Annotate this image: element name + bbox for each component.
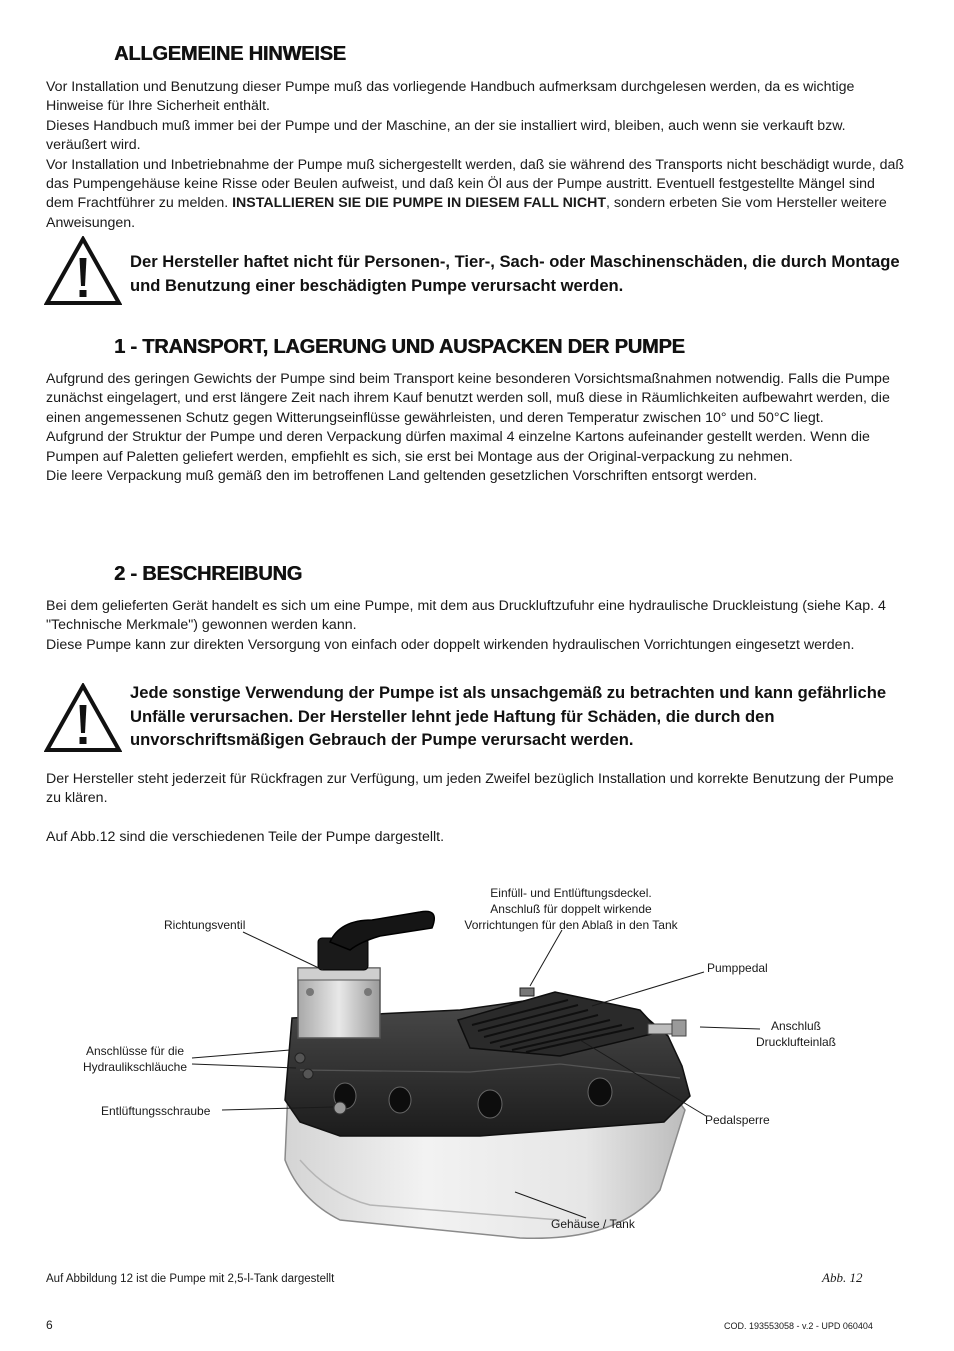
label-gehaeuse: Gehäuse / Tank — [551, 1217, 635, 1231]
label-deckel-line1: Einfüll- und Entlüftungsdeckel. — [490, 886, 652, 900]
description-after-warning — [46, 770, 906, 809]
general-p2: Dieses Handbuch muß immer bei der Pumpe und der Maschine, an der sie installiert wird, bleiben, auch wenn sie verkauft bzw. veräußert wird. — [46, 117, 846, 154]
general-warning: Der Hersteller haftet nicht für Personen-, Tier-, Sach- oder Maschinenschäden, die durch Montage und Benutzung einer beschädigten Pumpe verursacht werden. — [130, 252, 900, 295]
description-figure-ref — [46, 828, 906, 847]
transport-p2: Aufgrund der Struktur der Pumpe und deren Verpackung dürfen maximal 4 einzelne Kartons aufeinander gestellt werden. Wenn die Pumpen auf Paletten geliefert werden, empfiehlt es sich, sie erst bei Montage aus der Original-verpackung zu nehmen. — [46, 429, 870, 465]
label-richtungsventil: Richtungsventil — [164, 918, 246, 932]
label-anschluss — [752, 1018, 840, 1050]
description-p1: Bei dem gelieferten Gerät handelt es sich um eine Pumpe, mit dem aus Druckluftzufuhr eine hydraulische Druckleistung (siehe Kap. 4 "Technische Merkmale") gewonnen werden kann. — [46, 598, 886, 634]
label-hydraulik-line2: Hydraulikschläuche — [82, 1060, 188, 1074]
general-paragraphs — [46, 78, 906, 233]
label-hydraulik-line1: Anschlüsse für die — [85, 1044, 185, 1058]
air-inlet-fitting — [648, 1020, 686, 1036]
figure-caption-note: Auf Abbildung 12 ist die Pumpe mit 2,5-l-Tank dargestellt — [46, 1273, 335, 1285]
description-p2: Diese Pumpe kann zur direkten Versorgung von einfach oder doppelt wirkenden hydraulischen Vorrichtungen eingesetzt werden. — [46, 636, 855, 653]
transport-p1: Aufgrund des geringen Gewichts der Pumpe sind beim Transport keine besonderen Vorsichtsmaßnahmen notwendig. Falls die Pumpe zunächst eingelagert, und erst längere Zeit nach ihrem Kauf benutzt werden soll, muß diese in Räumlichkeiten aufbewahrt werden, die einen angemessenen Schutz gegen Witterungseinflüsse gewährleisten, und deren Temperatur zwischen 10° und 50°C liegt. — [46, 371, 890, 426]
description-warning: Jede sonstige Verwendung der Pumpe ist als unsachgemäß zu betrachten und kann gefährliche Unfälle verursachen. Der Hersteller lehnt jede Haftung für Schäden, die durch den unvorschriftsmäßigen Gebrauch der Pumpe verursacht werden. — [130, 683, 887, 749]
label-entlueftung: Entlüftungsschraube — [101, 1104, 211, 1118]
description-p3: Der Hersteller steht jederzeit für Rückfragen zur Verfügung, um jeden Zweifel bezüglich Installation und korrekte Benutzung der Pumpe zu klären. — [46, 771, 894, 807]
transport-paragraphs — [46, 370, 906, 486]
label-pedalsperre: Pedalsperre — [705, 1113, 770, 1127]
document-code: COD. 193553058 - v.2 - UPD 060404 — [724, 1321, 873, 1331]
label-deckel-line2: Anschluß für doppelt wirkende — [490, 902, 652, 916]
section-title-transport: 1 - TRANSPORT, LAGERUNG UND AUSPACKEN DER PUMPE — [114, 336, 685, 358]
page-number: 6 — [46, 1318, 53, 1332]
transport-p3: Die leere Verpackung muß gemäß den im betroffenen Land geltenden gesetzlichen Vorschriften entsorgt werden. — [46, 468, 758, 485]
label-anschluss-line2: Drucklufteinlaß — [755, 1035, 837, 1049]
general-p3-start: Vor Installation und Inbetriebnahme der Pumpe muß sichergestellt werden, daß sie während des Transports nicht beschädigt wurde, daß das Pumpengehäuse keine Risse oder Beulen aufweist, und daß kein Öl aus der Pumpe austritt. Eventuell festgestellte Mängel sind dem Frachtführer zu melden. — [46, 156, 905, 212]
description-paragraphs — [46, 597, 906, 655]
label-hydraulik — [78, 1043, 192, 1075]
label-deckel-line3: Vorrichtungen für den Ablaß in den Tank — [464, 918, 678, 932]
warning-triangle-icon — [44, 236, 122, 306]
warning-triangle-icon — [44, 683, 122, 753]
general-p3 — [46, 156, 906, 234]
general-p1: Vor Installation und Benutzung dieser Pumpe muß das vorliegende Handbuch aufmerksam durchgelesen werden, da es wichtige Hinweise für Ihre Sicherheit enthält. — [46, 79, 855, 115]
label-deckel — [458, 885, 684, 933]
description-p4: Auf Abb.12 sind die verschiedenen Teile der Pumpe dargestellt. — [46, 829, 445, 845]
general-p3-bold: INSTALLIEREN SIE DIE PUMPE IN DIESEM FALL NICHT — [232, 195, 606, 212]
general-p3-end: , sondern erbeten Sie vom Hersteller weitere Anweisungen. — [46, 195, 887, 231]
section-title-general: ALLGEMEINE HINWEISE — [114, 43, 346, 65]
label-anschluss-line1: Anschluß — [770, 1019, 822, 1033]
label-pumppedal: Pumppedal — [707, 961, 768, 975]
figure-caption-id: Abb. 12 — [822, 1270, 863, 1285]
section-title-description: 2 - BESCHREIBUNG — [114, 563, 302, 585]
